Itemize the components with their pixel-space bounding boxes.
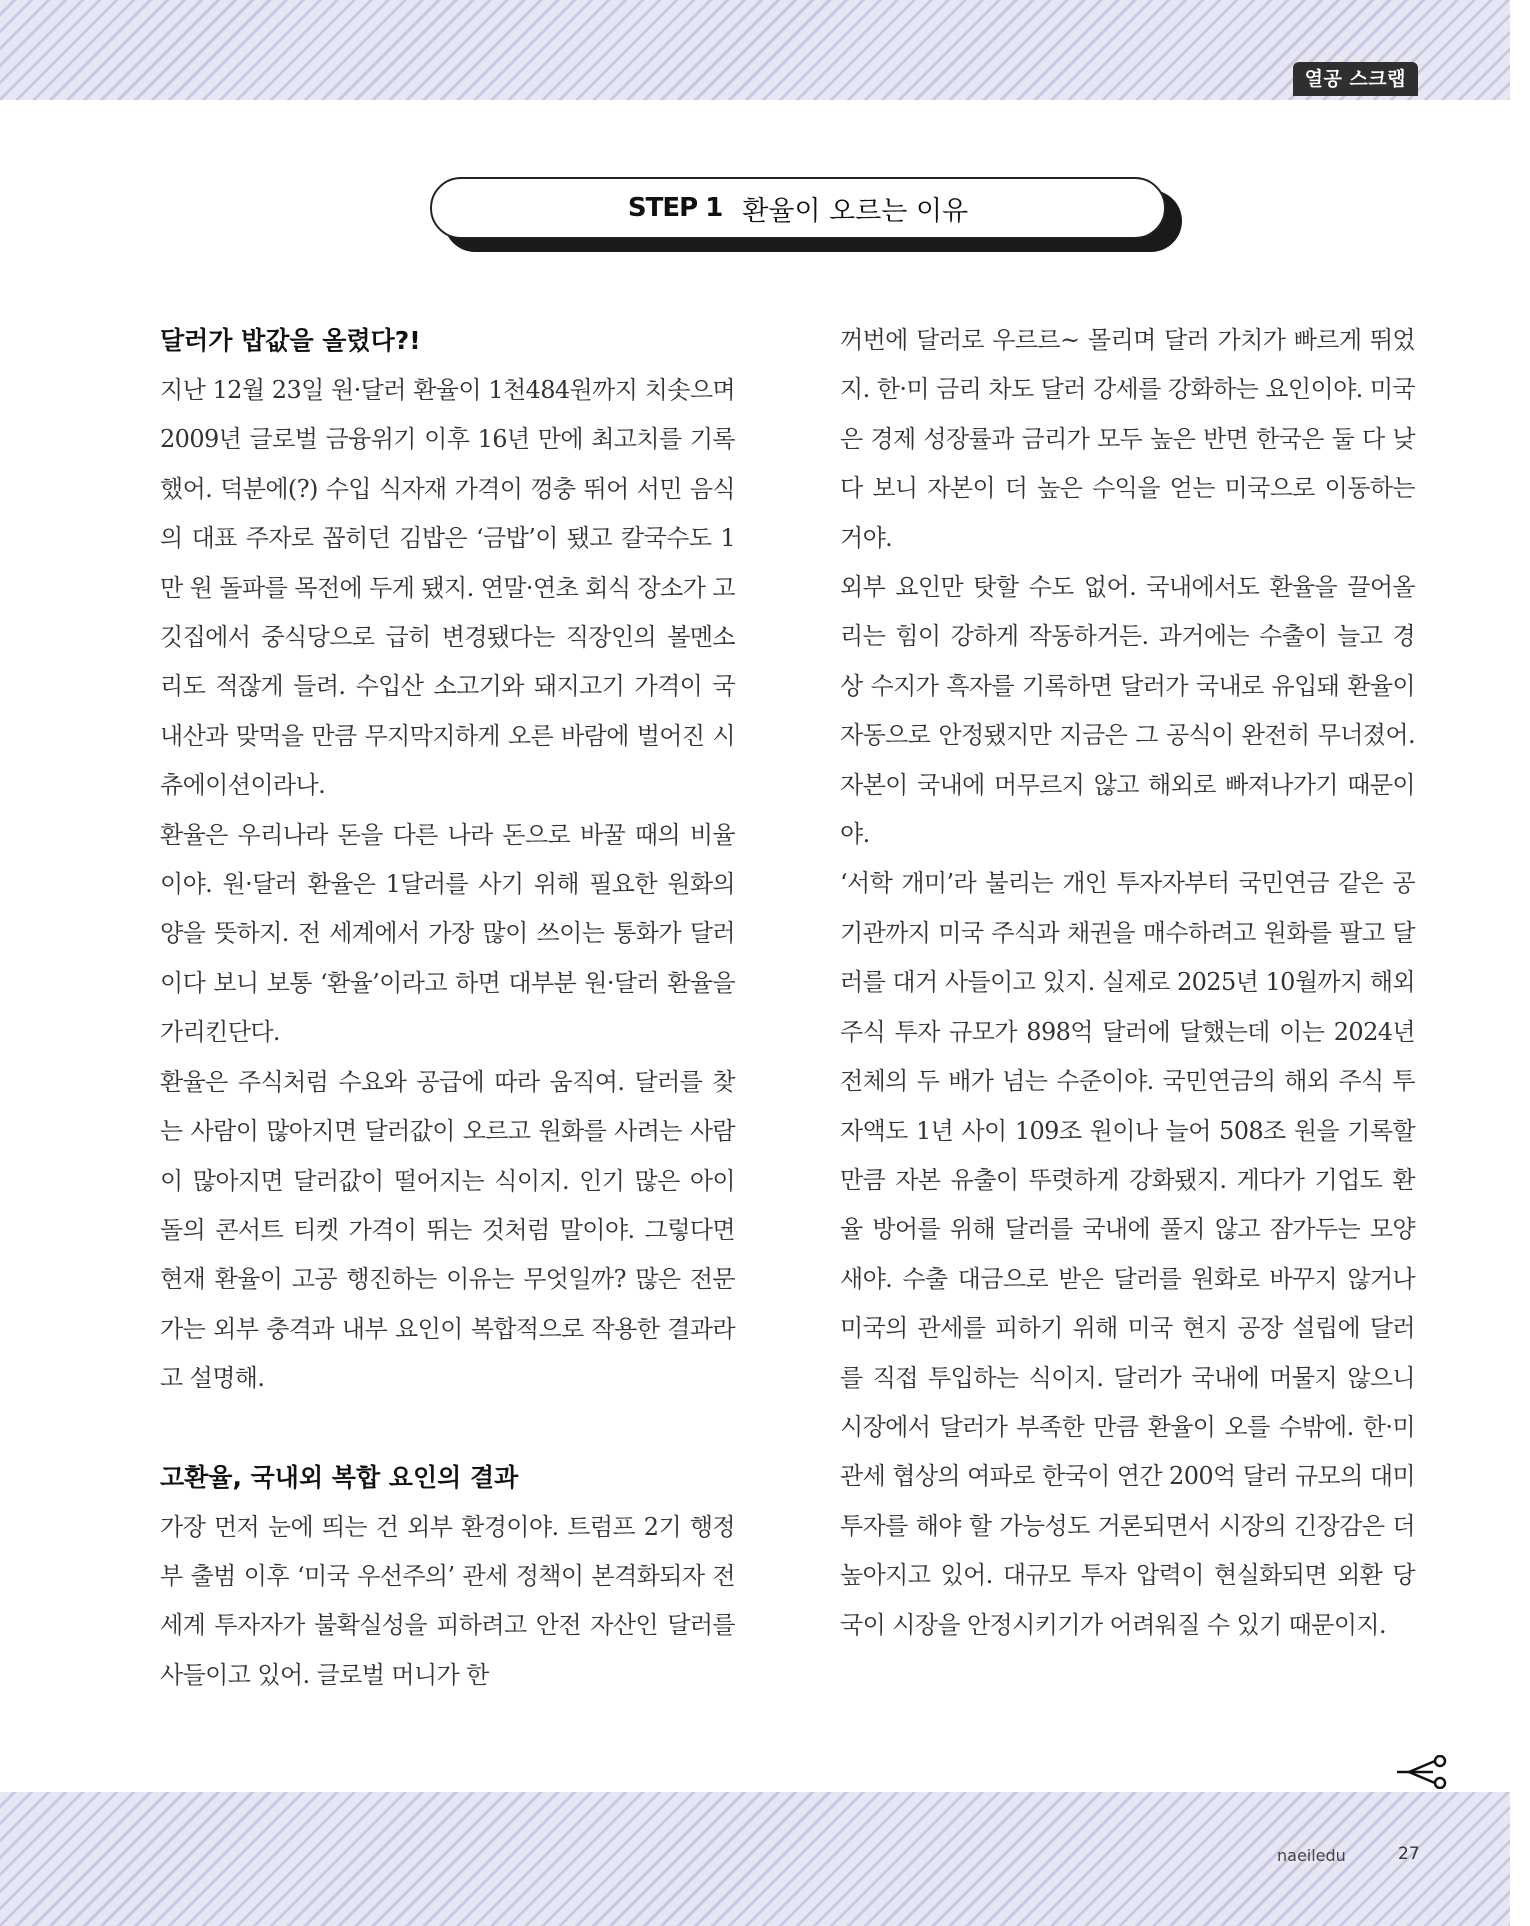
section-heading-1: 달러가 밥값을 올렸다?! <box>160 326 421 355</box>
step-banner <box>430 177 1166 239</box>
paragraph: 환율은 주식처럼 수요와 공급에 따라 움직여. 달러를 찾는 사람이 많아지면 달러값이 오르고 원화를 사려는 사람이 많아지면 달러값이 떨어지는 식이지. 인기 많은 아이돌의 콘서트 티켓 가격이 뛰는 것처럼 말이야. 그렇다면 현재 환율이 고공 행진하는 이유는 무엇일까? 많은 전문가는 외부 충격과 내부 요인이 복합적으로 작용한 결과라고 설명해. <box>160 1067 735 1393</box>
page-number: 27 <box>1398 1844 1420 1864</box>
paragraph: 가장 먼저 눈에 띄는 건 외부 환경이야. 트럼프 2기 행정부 출범 이후 ‘미국 우선주의’ 관세 정책이 본격화되자 전 세계 투자자가 불확실성을 피하려고 안전 자산인 달러를 사들이고 있어. 글로벌 머니가 한 <box>160 1512 735 1689</box>
page-edge <box>1510 0 1530 1926</box>
paragraph: ‘서학 개미’라 불리는 개인 투자자부터 국민연금 같은 공기관까지 미국 주식과 채권을 매수하려고 원화를 팔고 달러를 대거 사들이고 있지. 실제로 2025년 10월까지 해외 주식 투자 규모가 898억 달러에 달했는데 이는 2024년 전체의 두 배가 넘는 수준이야. 국민연금의 해외 주식 투자액도 1년 사이 109조 원이나 늘어 508조 원을 기록할 만큼 자본 유출이 뚜렷하게 강화됐지. 게다가 기업도 환율 방어를 위해 달러를 국내에 풀지 않고 잠가두는 모양새야. 수출 대금으로 받은 달러를 원화로 바꾸지 않거나 미국의 관세를 피하기 위해 미국 현지 공장 설립에 달러를 직접 투입하는 식이지. 달러가 국내에 머물지 않으니 시장에서 달러가 부족한 만큼 환율이 오를 수밖에. 한·미 관세 협상의 여파로 한국이 연간 200억 달러 규모의 대미 투자를 해야 할 가능성도 거론되면서 시장의 긴장감은 더 높아지고 있어. 대규모 투자 압력이 현실화되면 외환 당국이 시장을 안정시키기가 어려워질 수 있기 때문이지. <box>840 869 1415 1639</box>
paragraph: 지난 12월 23일 원·달러 환율이 1천484원까지 치솟으며 2009년 글로벌 금융위기 이후 16년 만에 최고치를 기록했어. 덕분에(?) 수입 식자재 가격이 껑충 뛰어 서민 음식의 대표 주자로 꼽히던 김밥은 ‘금밥’이 됐고 칼국수도 1만 원 돌파를 목전에 두게 됐지. 연말·연초 회식 장소가 고깃집에서 중식당으로 급히 변경됐다는 직장인의 볼멘소리도 적잖게 들려. 수입산 소고기와 돼지고기 가격이 국내산과 맞먹을 만큼 무지막지하게 오른 바람에 벌어진 시츄에이션이라나. <box>160 376 735 800</box>
section-heading-2: 고환율, 국내외 복합 요인의 결과 <box>160 1462 519 1492</box>
step-label: STEP 1 <box>627 193 723 223</box>
paragraph: 환율은 우리나라 돈을 다른 나라 돈으로 바꿀 때의 비율이야. 원·달러 환율은 1달러를 사기 위해 필요한 원화의 양을 뜻하지. 전 세계에서 가장 많이 쓰이는 통화가 달러이다 보니 보통 ‘환율’이라고 하면 대부분 원·달러 환율을 가리킨단다. <box>160 820 735 1047</box>
step-title: 환율이 오르는 이유 <box>742 195 969 227</box>
right-column <box>840 316 1415 1650</box>
left-column <box>160 316 735 1700</box>
section-tag: 열공 스크랩 <box>1293 62 1418 96</box>
scissors-icon <box>1395 1755 1453 1789</box>
footer-brand: naeiledu <box>1277 1846 1346 1865</box>
paragraph: 꺼번에 달러로 우르르~ 몰리며 달러 가치가 빠르게 뛰었지. 한·미 금리 차도 달러 강세를 강화하는 요인이야. 미국은 경제 성장률과 금리가 모두 높은 반면 한국은 둘 다 낮다 보니 자본이 더 높은 수익을 얻는 미국으로 이동하는 거야. <box>840 326 1415 552</box>
paragraph: 외부 요인만 탓할 수도 없어. 국내에서도 환율을 끌어올리는 힘이 강하게 작동하거든. 과거에는 수출이 늘고 경상 수지가 흑자를 기록하면 달러가 국내로 유입돼 환율이 자동으로 안정됐지만 지금은 그 공식이 완전히 무너졌어. 자본이 국내에 머무르지 않고 해외로 빠져나가기 때문이야. <box>840 573 1415 849</box>
